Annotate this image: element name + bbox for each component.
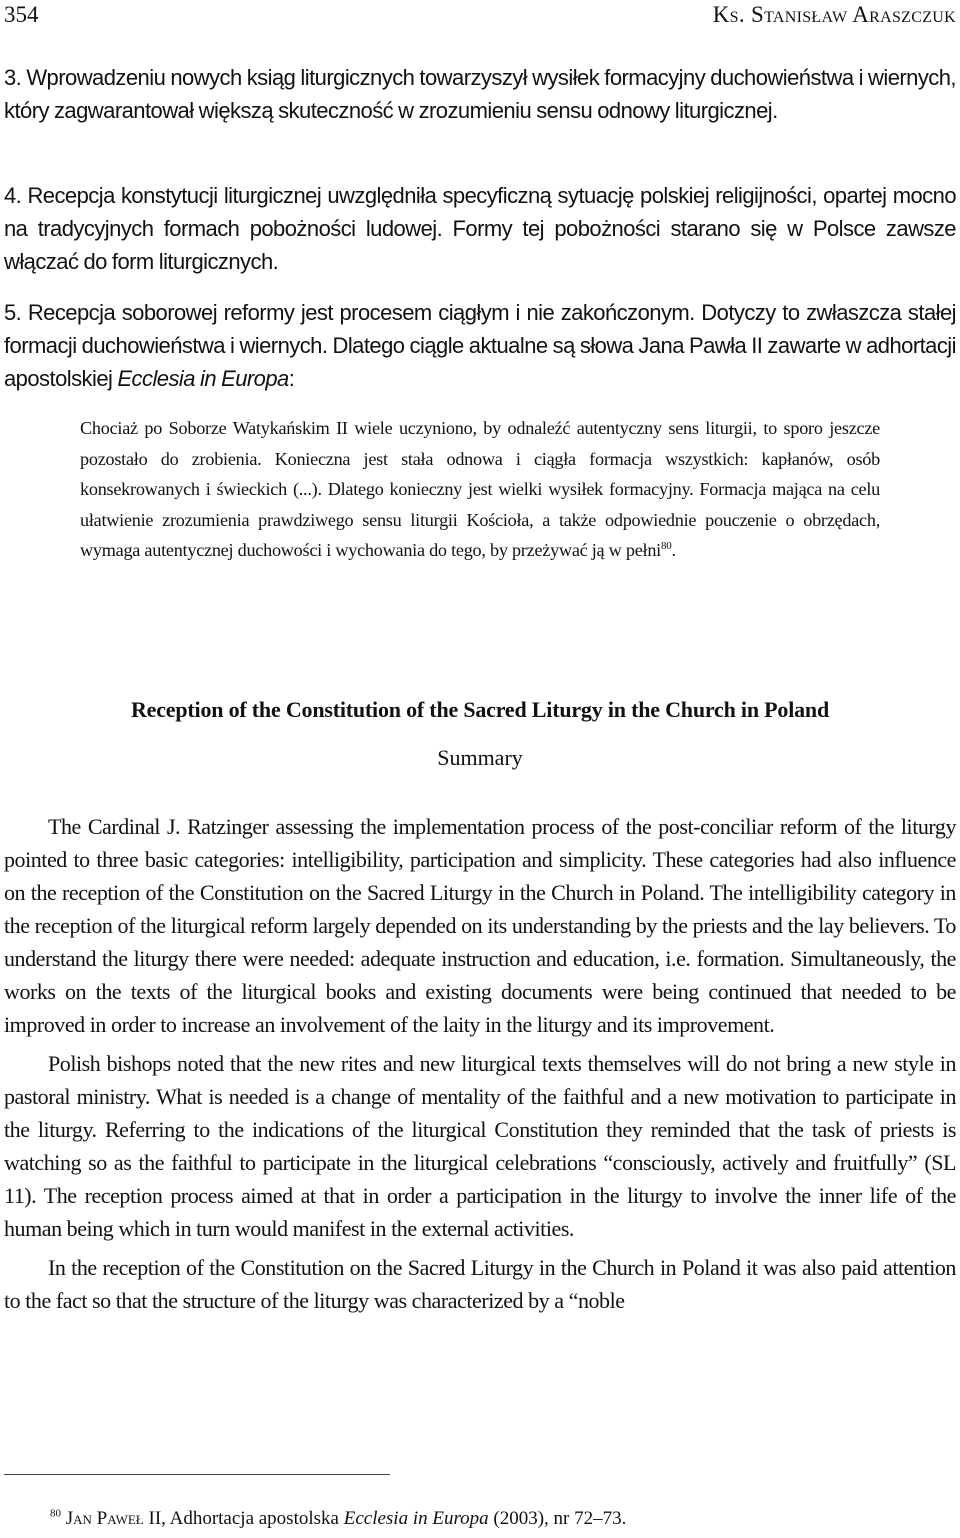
body-paragraph-5 — [4, 296, 956, 395]
footnote-author: Jan Paweł II — [65, 1508, 162, 1529]
page-number: 354 — [4, 2, 39, 27]
running-head-author: Ks. Stanisław Araszczuk — [712, 2, 956, 27]
footnote-number: 80 — [50, 1507, 61, 1520]
summary-paragraph: Polish bishops noted that the new rites and new liturgical texts themselves will do not bring a new style in pastoral ministry. What is needed is a change of mentality of the faithful and a new motivation to participate in the liturgy. Referring to the indications of the liturgical Constitution they reminded that the task of priests is watching so as the faithful to participate in the liturgical celebrations “consciously, actively and fruitfully” (SL 11). The reception process aimed at that in order a participation in the liturgy to involve the inner life of the human being which in turn would manifest in the external activities. — [4, 1051, 956, 1241]
footnote — [50, 1508, 626, 1530]
footnote-divider — [4, 1474, 390, 1475]
summary-body — [4, 810, 956, 1317]
footnote-reference: 80 — [660, 539, 672, 552]
summary-paragraph: The Cardinal J. Ratzinger assessing the implementation process of the post-conciliar reform of the liturgy pointed to three basic categories: intelligibility, participation and simplicity. These categories had also influence on the reception of the Constitution on the Sacred Liturgy in the Church in Poland. The intelligibility category in the reception of the liturgical reform largely depended on its understanding by the priests and the lay believers. To understand the liturgy there were needed: adequate instruction and education, i.e. formation. Simultaneously, the works on the texts of the liturgical books and existing documents were being continued that needed to be improved in order to increase an involvement of the laity in the liturgy and its improvement. — [4, 814, 956, 1037]
body-paragraph-5-end: : — [288, 366, 295, 391]
running-header — [4, 2, 956, 32]
body-paragraph-5-text: 5. Recepcja soborowej reformy jest procesem ciągłym i nie zakończonym. Dotyczy to zwłaszcza stałej formacji duchowieństwa i wiernych. Dlatego ciągle aktualne są słowa Jana Pawła II zawarte w adhortacji apostolskiej — [4, 300, 956, 391]
footnote-text-end: (2003), nr 72–73. — [488, 1508, 627, 1529]
document-title-italic: Ecclesia in Europa — [117, 366, 289, 391]
quote-end: . — [671, 540, 676, 560]
body-paragraph-3: 3. Wprowadzeniu nowych ksiąg liturgicznych towarzyszył wysiłek formacyjny duchowieństwa i wiernych, który zagwarantował większą skuteczność w zrozumieniu sensu odnowy liturgicznej. — [4, 65, 956, 123]
footnote-text: , Adhortacja apostolska — [161, 1508, 344, 1529]
body-paragraph-4: 4. Recepcja konstytucji liturgicznej uwzględniła specyficzną sytuację polskiej religijności, opartej mocno na tradycyjnych formach pobożności ludowej. Formy tej pobożności starano się w Polsce zawsze włączać do form liturgicznych. — [4, 183, 956, 274]
summary-heading: Summary — [437, 745, 523, 770]
footnote-document-title: Ecclesia in Europa — [343, 1508, 489, 1529]
summary-title: Reception of the Constitution of the Sacred Liturgy in the Church in Poland — [130, 697, 829, 722]
quote-text: Chociaż po Soborze Watykańskim II wiele uczyniono, by odnaleźć autentyczny sens liturgii, to sporo jeszcze pozostało do zrobienia. Konieczna jest stała odnowa i ciągła formacja wszystkich: kapłanów, osób konsekrowanych i świeckich (...). Dlatego konieczny jest wielki wysiłek formacyjny. Formacja mająca na celu ułatwienie zrozumienia prawdziwego sensu liturgii Kościoła, a także odpowiednie pouczenie o obrzędach, wymaga autentycznej duchowości i wychowania do tego, by przeżywać ją w pełni — [80, 418, 880, 560]
block-quote — [80, 413, 880, 566]
summary-paragraph: In the reception of the Constitution on the Sacred Liturgy in the Church in Poland it was also paid attention to the fact so that the structure of the liturgy was characterized by a “noble — [4, 1255, 956, 1313]
